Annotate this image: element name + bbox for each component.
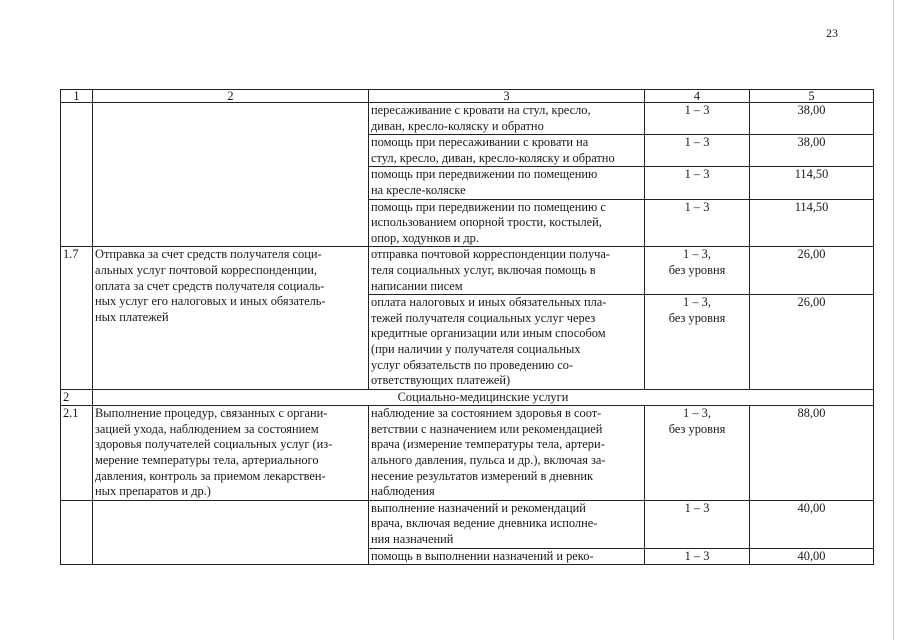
section-title: Социально-медицинские услуги xyxy=(93,389,874,406)
service-frequency: 1 – 3 xyxy=(684,199,710,214)
service-frequency-cell xyxy=(645,295,750,390)
service-frequency-cell xyxy=(645,199,750,247)
service-item-description: выполнение назначений и рекомендаций врача, включая ведение дневника исполне- ния назначений xyxy=(371,500,598,547)
service-frequency-cell xyxy=(645,406,750,501)
service-item-description: помощь при передвижении по помещению на кресле-коляске xyxy=(371,167,598,197)
service-price: 38,00 xyxy=(750,103,874,135)
service-name: Выполнение процедур, связанных с органи- зацией ухода, наблюдением за состоянием здоровья получателей социальных услуг (из- мерение температуры тела, артериального давления, контроль за приемом лекарствен- ных препаратов и др.) xyxy=(95,406,333,499)
service-item-description: помощь при пересаживании с кровати на стул, кресло, диван, кресло-коляску и обратно xyxy=(371,135,615,165)
service-row xyxy=(61,247,874,295)
service-name: Отправка за счет средств получателя соци- альных услуг почтовой корреспонденции, оплата за счет средств получателя социаль- ных услуг его налоговых и иных обязатель- ных платежей xyxy=(95,247,326,324)
service-name-cell xyxy=(93,247,369,389)
service-item-cell xyxy=(369,500,645,548)
service-price: 26,00 xyxy=(750,247,874,295)
service-number: 2.1 xyxy=(61,406,93,501)
service-item-description: помощь при передвижении по помещению с использованием опорной трости, костылей, опор, ходунков и др. xyxy=(371,199,606,245)
service-price: 40,00 xyxy=(750,548,874,565)
service-frequency: 1 – 3 xyxy=(684,167,710,182)
service-frequency: 1 – 3, без уровня xyxy=(668,406,726,436)
service-frequency-cell xyxy=(645,247,750,295)
service-item-cell xyxy=(369,103,645,135)
service-frequency: 1 – 3, без уровня xyxy=(668,247,726,277)
service-price: 88,00 xyxy=(750,406,874,501)
header-col-5: 5 xyxy=(750,90,874,103)
service-frequency-cell xyxy=(645,167,750,199)
service-item-cell xyxy=(369,167,645,199)
service-item-description: оплата налоговых и иных обязательных пла- тежей получателя социальных услуг через кредитные организации или иным способом (при наличии у получателя социальных услуг обязательств по проведению со- ответствующих платежей) xyxy=(371,295,607,388)
section-number: 2 xyxy=(61,389,93,406)
service-name-cell xyxy=(93,103,369,247)
service-number xyxy=(61,500,93,564)
service-frequency-cell xyxy=(645,135,750,167)
service-frequency: 1 – 3 xyxy=(684,135,710,150)
service-name-cell xyxy=(93,500,369,564)
table-header-row xyxy=(61,90,874,103)
service-item-cell xyxy=(369,247,645,295)
header-col-4: 4 xyxy=(645,90,750,103)
service-item-cell xyxy=(369,406,645,501)
service-number: 1.7 xyxy=(61,247,93,389)
service-row xyxy=(61,103,874,135)
service-frequency: 1 – 3 xyxy=(684,103,710,117)
service-item-cell xyxy=(369,548,645,565)
service-frequency-cell xyxy=(645,548,750,565)
service-item-description: наблюдение за состоянием здоровья в соот- ветствии с назначением или рекомендацией врача (измерение температуры тела, артери- ального давления, пульса и др.), включая за- несение результатов измерений в дневник наблюдения xyxy=(371,406,606,499)
service-price: 114,50 xyxy=(750,199,874,247)
section-row xyxy=(61,389,874,406)
service-frequency: 1 – 3 xyxy=(684,548,710,563)
table-body xyxy=(61,90,874,565)
service-price: 114,50 xyxy=(750,167,874,199)
service-item-description: помощь в выполнении назначений и реко- xyxy=(371,548,594,563)
service-price: 26,00 xyxy=(750,295,874,390)
service-number xyxy=(61,103,93,247)
scan-edge-line xyxy=(893,0,894,640)
service-item-cell xyxy=(369,295,645,390)
service-item-description: пересаживание с кровати на стул, кресло, диван, кресло-коляску и обратно xyxy=(371,103,591,133)
service-name-cell xyxy=(93,406,369,501)
service-price: 38,00 xyxy=(750,135,874,167)
service-frequency: 1 – 3 xyxy=(684,500,710,515)
page-number: 23 xyxy=(826,26,838,40)
service-frequency-cell xyxy=(645,103,750,135)
header-col-2: 2 xyxy=(93,90,369,103)
service-frequency-cell xyxy=(645,500,750,548)
service-row xyxy=(61,500,874,548)
header-col-3: 3 xyxy=(369,90,645,103)
service-row xyxy=(61,406,874,501)
services-price-table xyxy=(60,89,874,565)
service-item-description: отправка почтовой корреспонденции получа- теля социальных услуг, включая помощь в написании писем xyxy=(371,247,610,293)
service-item-cell xyxy=(369,135,645,167)
service-price: 40,00 xyxy=(750,500,874,548)
service-frequency: 1 – 3, без уровня xyxy=(668,295,726,325)
header-col-1: 1 xyxy=(61,90,93,103)
service-item-cell xyxy=(369,199,645,247)
